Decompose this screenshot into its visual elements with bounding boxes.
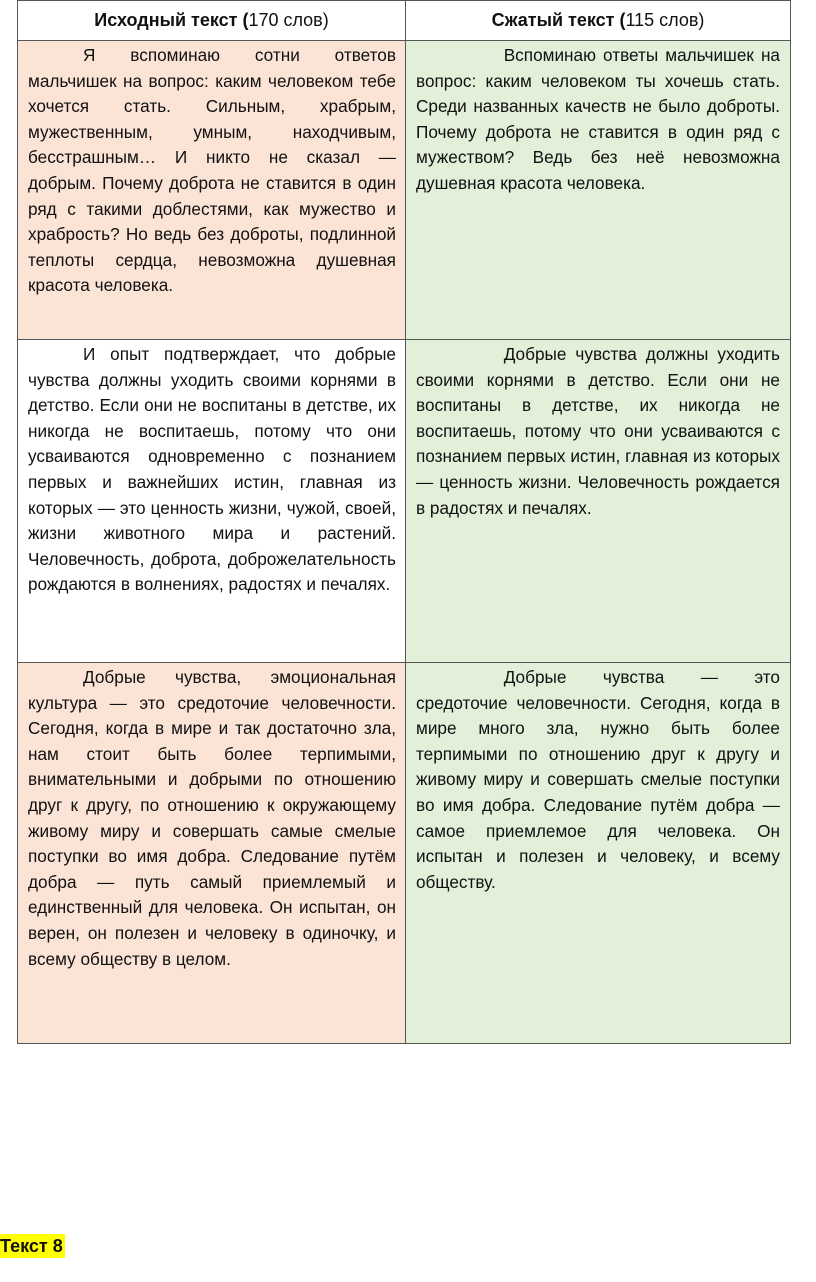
- header-original-count: 170 слов): [248, 10, 329, 30]
- compressed-cell: [406, 340, 791, 663]
- header-original-bold: Исходный текст (: [94, 10, 249, 30]
- table-row: [18, 663, 791, 1044]
- compressed-paragraph: Добрые чувства — это средоточие человечности. Сегодня, когда в мире много зла, нужно быть более терпимыми по отношению друг к другу и живому миру и совершать смелые поступки во имя добра. Следование путём добра — самое приемлемое для человека. Он испытан и полезен и человеку, и всему обществу.: [416, 667, 780, 892]
- original-paragraph: Добрые чувства, эмоциональная культура — это средоточие человечности. Сегодня, когда в мире и так достаточно зла, нам стоит быть более терпимыми, внимательными и добрыми по отношению друг к другу, по отношению к окружающему живому миру и совершать самые смелые поступки во имя добра. Следование путём добра — путь самый приемлемый и единственный для человека. Он испытан, он верен, он полезен и человеку в одиночку, и всему обществу в целом.: [28, 667, 396, 969]
- original-cell: [18, 663, 406, 1044]
- header-original: [18, 1, 406, 41]
- compressed-paragraph: Вспоминаю ответы мальчишек на вопрос: каким человеком ты хочешь стать. Среди названных качеств не было доброты. Почему доброта не ставится в один ряд с мужеством? Ведь без неё невозможна душевная красота человека.: [416, 45, 780, 193]
- compressed-cell: [406, 663, 791, 1044]
- header-row: [18, 1, 791, 41]
- header-compressed-bold: Сжатый текст (: [491, 10, 626, 30]
- comparison-table: [17, 0, 791, 1044]
- table-row: [18, 41, 791, 340]
- text-number-label: Текст 8: [0, 1236, 63, 1256]
- table-row: [18, 340, 791, 663]
- header-compressed-count: 115 слов): [625, 10, 705, 30]
- original-paragraph: И опыт подтверждает, что добрые чувства должны уходить своими корнями в детство. Если они не воспитаны в детстве, их никогда не воспитаешь, потому что они усваиваются одновременно с познанием первых и важнейших истин, главная из которых — это ценность жизни, чужой, своей, жизни животного мира и растений. Человечность, доброта, доброжелательность рождаются в волнениях, радостях и печалях.: [28, 344, 396, 595]
- original-cell: [18, 41, 406, 340]
- compressed-cell: [406, 41, 791, 340]
- header-compressed: [406, 1, 791, 41]
- original-cell: [18, 340, 406, 663]
- original-paragraph: Я вспоминаю сотни ответов мальчишек на вопрос: каким человеком тебе хочется стать. Сильным, храбрым, мужественным, умным, находчивым, бесстрашным… И никто не сказал — добрым. Почему доброта не ставится в один ряд с такими доблестями, как мужество и храбрость? Но ведь без доброты, подлинной теплоты сердца, невозможна душевная красота человека.: [28, 45, 396, 296]
- compressed-paragraph: Добрые чувства должны уходить своими корнями в детство. Если они не воспитаны в детстве, их никогда не воспитаешь, потому что они усваиваются с познанием первых истин, главная из которых — ценность жизни. Человечность рождается в радостях и печалях.: [416, 344, 780, 518]
